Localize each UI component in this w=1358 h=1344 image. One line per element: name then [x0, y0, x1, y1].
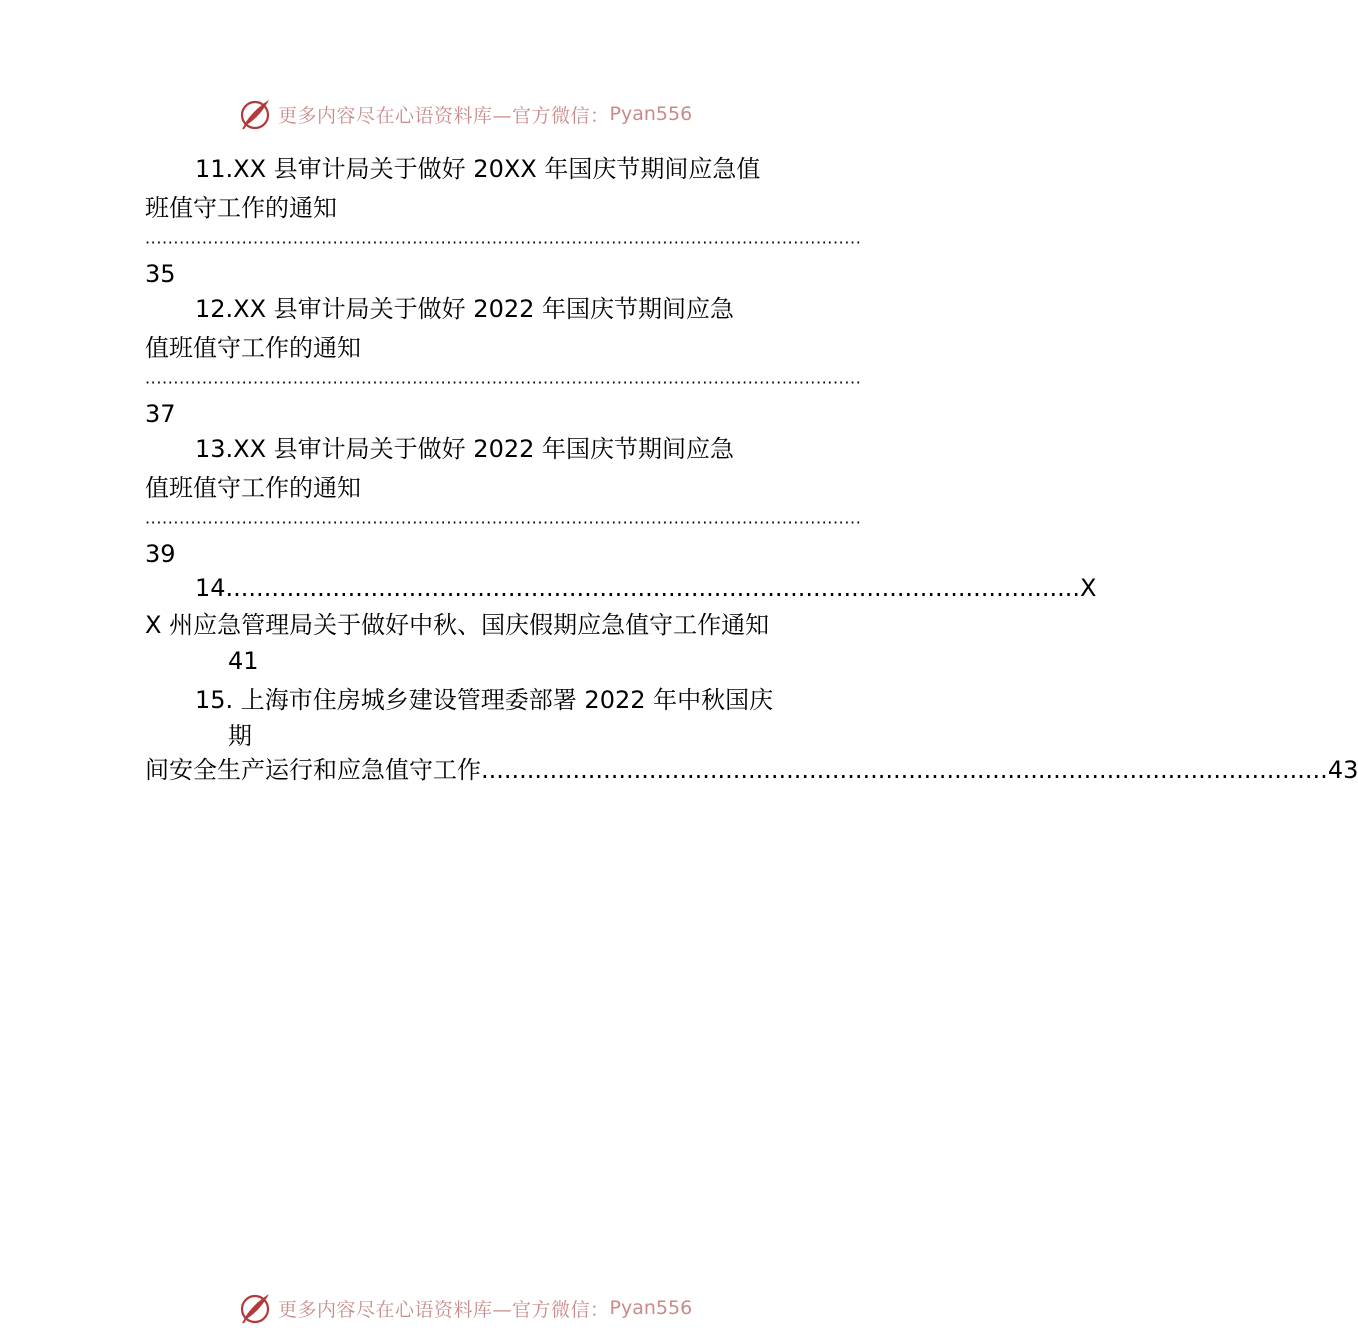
- toc-entry-number: 14.: [195, 574, 234, 602]
- wechat-id: Pyan556: [609, 103, 693, 125]
- toc-page-number: 41: [228, 647, 259, 675]
- toc-entry-title-line1: 13.XX 县审计局关于做好 2022 年国庆节期间应急: [195, 435, 735, 463]
- footer-banner: [238, 1290, 692, 1326]
- table-of-contents: [145, 150, 1358, 788]
- toc-entry-tail: X: [1079, 574, 1097, 602]
- header-banner: [238, 96, 692, 132]
- dot-leader: ...............................................................................................................: [233, 574, 1080, 602]
- toc-page-number: 43: [1327, 756, 1358, 784]
- dot-leader: ······························································································································: [145, 233, 862, 252]
- toc-entry-title-line2: 值班值守工作的通知: [145, 334, 361, 362]
- toc-page-number: 37: [145, 400, 176, 428]
- dot-leader: ······························································································································: [145, 373, 862, 392]
- toc-entry-title-text: 间安全生产运行和应急值守工作: [145, 756, 481, 784]
- banner-text: 更多内容尽在心语资料库—官方微信：: [278, 1298, 610, 1321]
- toc-entry-14[interactable]: [145, 570, 1097, 677]
- toc-entry-13[interactable]: [145, 430, 862, 570]
- toc-entry-title-line2: 值班值守工作的通知: [145, 474, 361, 502]
- toc-entry-title-line1: 15. 上海市住房城乡建设管理委部署 2022 年中秋国庆: [195, 686, 774, 714]
- toc-entry-title-line3: [145, 752, 1358, 788]
- toc-entry-title-line1: [145, 570, 1097, 606]
- wechat-id: Pyan556: [609, 1297, 693, 1319]
- red-quill-logo-icon: [238, 97, 272, 131]
- toc-entry-15[interactable]: [145, 681, 1358, 788]
- toc-entry-12[interactable]: [145, 290, 862, 430]
- dot-leader: ······························································································································: [145, 513, 862, 532]
- toc-page-number: 39: [145, 540, 176, 568]
- toc-page-number: 35: [145, 260, 176, 288]
- toc-entry-title-line2: 班值守工作的通知: [145, 194, 337, 222]
- toc-entry-title-line1: 11.XX 县审计局关于做好 20XX 年国庆节期间应急值: [195, 155, 761, 183]
- red-quill-logo-icon: [238, 1291, 272, 1325]
- banner-text: 更多内容尽在心语资料库—官方微信：: [278, 104, 610, 127]
- toc-entry-title-line2: 期: [228, 722, 252, 750]
- toc-entry-title-line1: 12.XX 县审计局关于做好 2022 年国庆节期间应急: [195, 295, 735, 323]
- toc-entry-11[interactable]: [145, 150, 862, 290]
- toc-entry-title-line2: X 州应急管理局关于做好中秋、国庆假期应急值守工作通知: [145, 611, 770, 639]
- dot-leader: ...............................................................................................................: [481, 756, 1328, 784]
